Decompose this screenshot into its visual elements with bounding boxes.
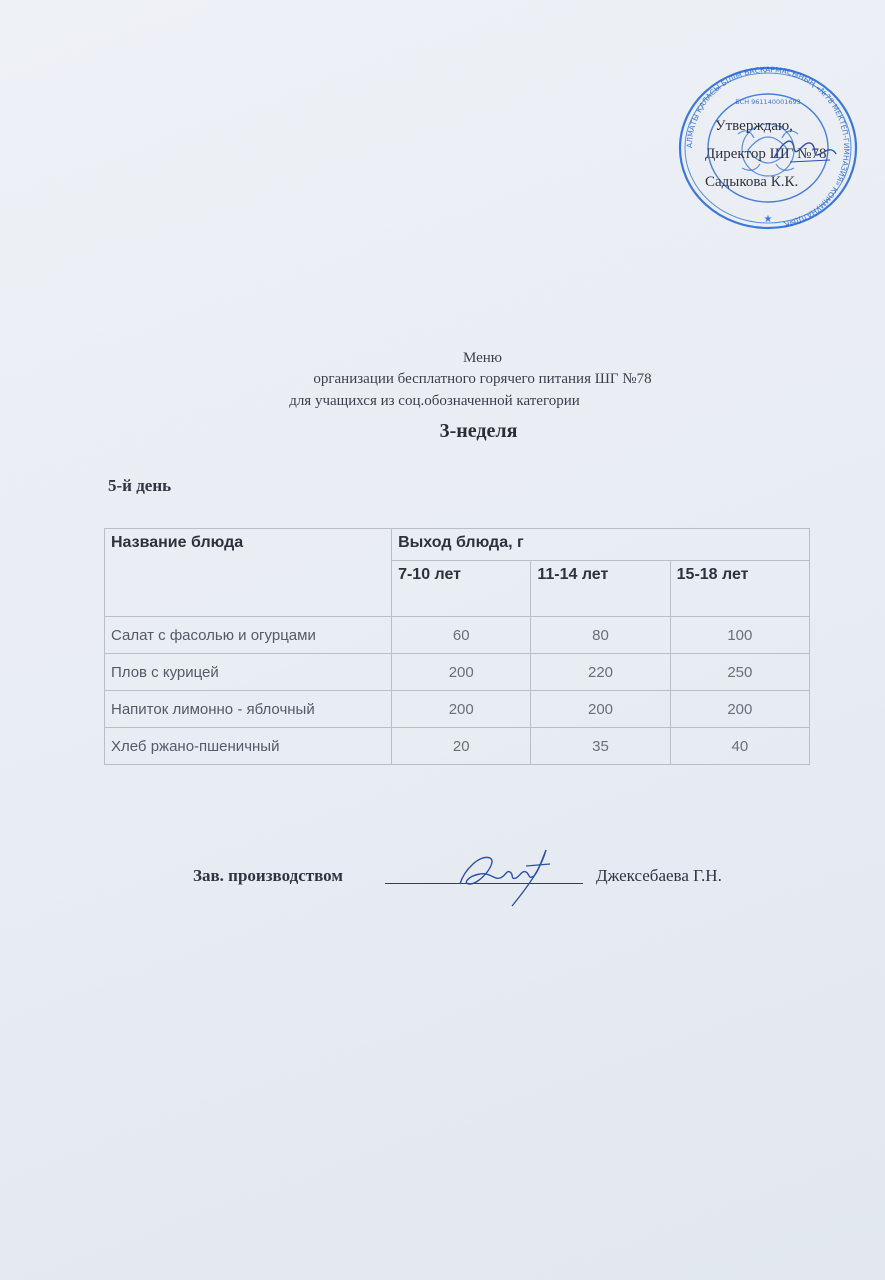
director-signature (770, 130, 840, 170)
dish-value: 200 (531, 691, 670, 728)
doc-week: 3-неделя (439, 420, 518, 442)
doc-organization: организации бесплатного горячего питания ШГ №78 (313, 371, 652, 387)
dish-value: 220 (531, 654, 670, 691)
dish-value: 40 (670, 728, 809, 765)
dish-value: 200 (392, 691, 531, 728)
dish-value: 250 (670, 654, 809, 691)
svg-text:★: ★ (763, 214, 773, 225)
dish-name: Напиток лимонно - яблочный (105, 691, 392, 728)
header-age-7-10: 7-10 лет (392, 561, 531, 617)
approval-position: Директор ШГ №78 (705, 146, 827, 162)
manager-signature (450, 840, 560, 910)
header-dish-name: Название блюда (105, 529, 392, 617)
dish-value: 80 (531, 617, 670, 654)
header-age-11-14: 11-14 лет (531, 561, 670, 617)
signature-position: Зав. производством (193, 866, 343, 885)
menu-table (104, 528, 810, 765)
stamp-bin: БСН 961140001693 (735, 98, 801, 106)
dish-name: Салат с фасолью и огурцами (105, 617, 392, 654)
approval-title: Утверждаю, (715, 118, 793, 134)
header-output: Выход блюда, г (392, 529, 810, 561)
table-row (105, 728, 810, 765)
approval-name: Садыкова К.К. (705, 174, 799, 190)
dish-value: 60 (392, 617, 531, 654)
dish-name: Плов с курицей (105, 654, 392, 691)
header-age-15-18: 15-18 лет (670, 561, 809, 617)
table-row (105, 654, 810, 691)
doc-title: Меню (462, 350, 503, 366)
dish-value: 200 (392, 654, 531, 691)
dish-value: 35 (531, 728, 670, 765)
table-header-row (105, 529, 810, 561)
dish-value: 20 (392, 728, 531, 765)
table-row (105, 691, 810, 728)
table-row (105, 617, 810, 654)
dish-name: Хлеб ржано-пшеничный (105, 728, 392, 765)
doc-category: для учащихся из соц.обозначенной категории (289, 393, 580, 409)
day-label: 5-й день (108, 476, 172, 495)
dish-value: 100 (670, 617, 809, 654)
stamp-ring-text: АЛМАТЫ ҚАЛАСЫ БІЛІМ БАСҚАРМАСЫНЫҢ «№78 МЕКТЕП-ГИМНАЗИЯ» КОММУНАЛДЫҚ (684, 64, 852, 230)
dish-value: 200 (670, 691, 809, 728)
signature-name: Джексебаева Г.Н. (596, 866, 722, 885)
